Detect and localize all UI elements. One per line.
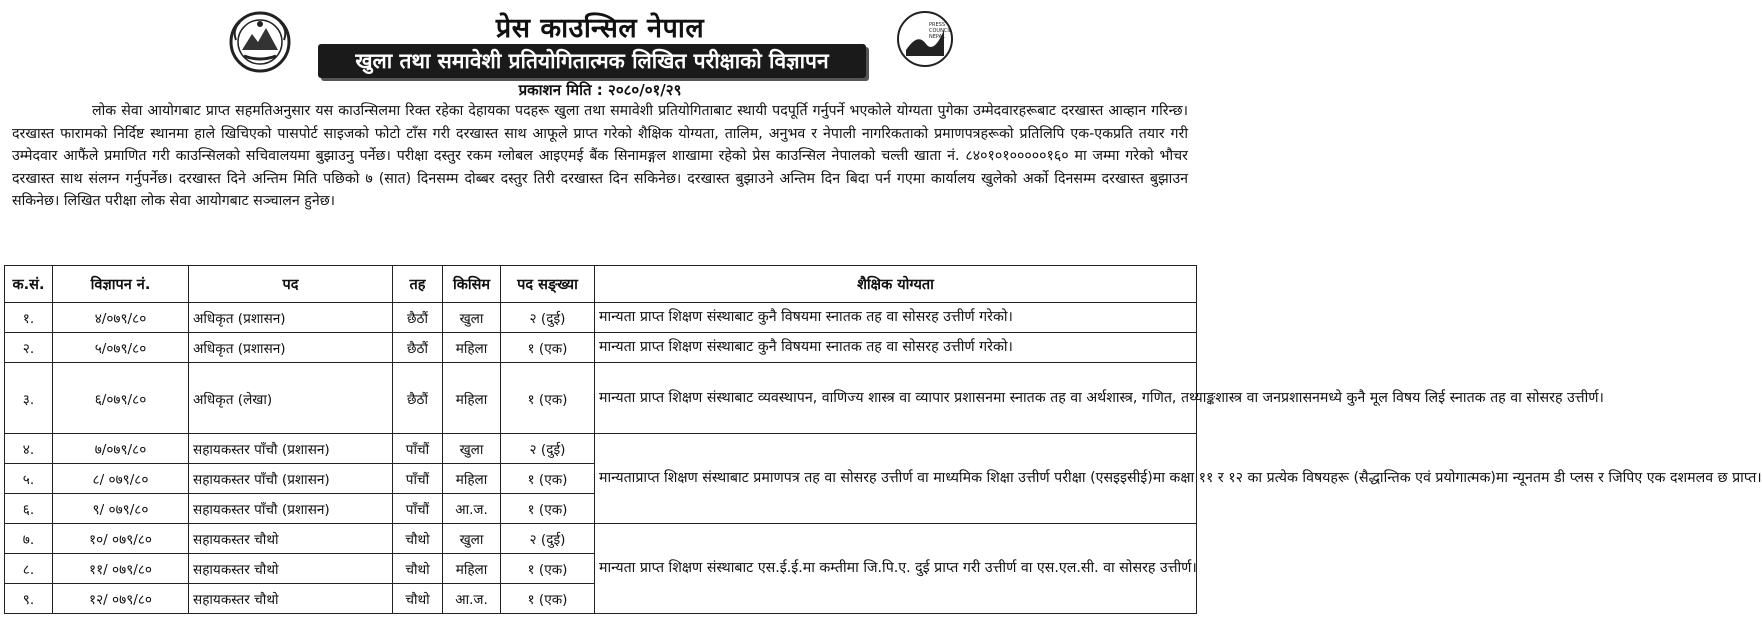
cell-sn: ३. [5, 363, 53, 434]
press-council-logo-icon [896, 10, 954, 68]
cell-qualification: मान्यता प्राप्त शिक्षण संस्थाबाट कुनै विषयमा स्नातक तह वा सोसरह उत्तीर्ण गरेको। [595, 333, 1197, 363]
cell-post: सहायकस्तर चौथो [189, 584, 393, 614]
cell-count: १ (एक) [501, 333, 595, 363]
cell-level: पाँचौं [393, 434, 443, 464]
header-sn: क.सं. [5, 266, 53, 303]
cell-post: सहायकस्तर पाँचौ (प्रशासन) [189, 494, 393, 524]
cell-type: महिला [443, 333, 501, 363]
header-qualification: शैक्षिक योग्यता [595, 266, 1197, 303]
table-row [5, 434, 1197, 464]
cell-ad-no: ५/०७९/८० [53, 333, 189, 363]
cell-type: खुला [443, 303, 501, 333]
cell-type: महिला [443, 554, 501, 584]
vacancy-table [4, 265, 1762, 614]
cell-ad-no: १०/ ०७९/८० [53, 524, 189, 554]
org-name: प्रेस काउन्सिल नेपाल [495, 13, 705, 44]
cell-ad-no: १२/ ०७९/८० [53, 584, 189, 614]
cell-count: २ (दुई) [501, 524, 595, 554]
cell-post: सहायकस्तर चौथो [189, 524, 393, 554]
cell-count: १ (एक) [501, 494, 595, 524]
header-count: पद सङ्ख्या [501, 266, 595, 303]
cell-sn: ७. [5, 524, 53, 554]
cell-level: छैठौं [393, 363, 443, 434]
logo-text-line-3: NEPAL [929, 34, 945, 40]
cell-ad-no: ८/ ०७९/८० [53, 464, 189, 494]
header-post: पद [189, 266, 393, 303]
banner-title: खुला तथा समावेशी प्रतियोगितात्मक लिखित परीक्षाको विज्ञापन [318, 44, 866, 78]
header-type: किसिम [443, 266, 501, 303]
cell-type: महिला [443, 464, 501, 494]
table-row [5, 363, 1197, 434]
cell-count: २ (दुई) [501, 303, 595, 333]
logo-text-line-2: COUNCIL [929, 28, 952, 34]
cell-qualification: मान्यता प्राप्त शिक्षण संस्थाबाट एस.ई.ई.मा कम्तीमा जि.पि.ए. दुई प्राप्त गरी उत्तीर्ण वा एस.एल.सी. वा सोसरह उत्तीर्ण। [595, 524, 1197, 614]
cell-qualification: मान्यताप्राप्त शिक्षण संस्थाबाट प्रमाणपत्र तह वा सोसरह उत्तीर्ण वा माध्यमिक शिक्षा उत्तीर्ण परीक्षा (एसइइसीई)मा कक्षा ११ र १२ का प्रत्येक विषयहरू (सैद्धान्तिक एवं प्रयोगात्मक)मा न्यूनतम डी प्लस र जिपिए एक दशमलव छ प्राप्त। [595, 434, 1197, 524]
cell-sn: १. [5, 303, 53, 333]
header-ad-no: विज्ञापन नं. [53, 266, 189, 303]
cell-qualification: मान्यता प्राप्त शिक्षण संस्थाबाट कुनै विषयमा स्नातक तह वा सोसरह उत्तीर्ण गरेको। [595, 303, 1197, 333]
cell-level: पाँचौं [393, 464, 443, 494]
cell-count: २ (दुई) [501, 434, 595, 464]
cell-ad-no: ११/ ०७९/८० [53, 554, 189, 584]
logo-text-line-1: PRESS [929, 22, 945, 28]
table-row [5, 303, 1197, 333]
header [0, 0, 1200, 98]
cell-post: अधिकृत (प्रशासन) [189, 303, 393, 333]
cell-count: १ (एक) [501, 554, 595, 584]
cell-post: अधिकृत (लेखा) [189, 363, 393, 434]
published-date: प्रकाशन मिति : २०८०/०१/२९ [518, 81, 682, 99]
cell-type: खुला [443, 434, 501, 464]
cell-ad-no: ७/०७९/८० [53, 434, 189, 464]
table-row [5, 333, 1197, 363]
cell-type: आ.ज. [443, 584, 501, 614]
cell-sn: ९. [5, 584, 53, 614]
cell-count: १ (एक) [501, 584, 595, 614]
table-row [5, 524, 1197, 554]
cell-type: महिला [443, 363, 501, 434]
cell-level: चौथो [393, 554, 443, 584]
cell-sn: ८. [5, 554, 53, 584]
cell-post: सहायकस्तर पाँचौ (प्रशासन) [189, 464, 393, 494]
cell-ad-no: ४/०७९/८० [53, 303, 189, 333]
cell-level: छैठौं [393, 303, 443, 333]
cell-sn: ६. [5, 494, 53, 524]
cell-post: सहायकस्तर चौथो [189, 554, 393, 584]
cell-level: चौथो [393, 524, 443, 554]
cell-level: छैठौं [393, 333, 443, 363]
notice-paragraph: लोक सेवा आयोगबाट प्राप्त सहमतिअनुसार यस काउन्सिलमा रिक्त रहेका देहायका पदहरू खुला तथा समावेशी प्रतियोगिताबाट स्थायी पदपूर्ति गर्नुपर्ने भएकोले योग्यता पुगेका उम्मेदवारहरूबाट दरखास्त आव्हान गरिन्छ। दरखास्त फारामको निर्दिष्ट स्थानमा हाले खिचिएको पासपोर्ट साइजको फोटो टाँस गरी दरखास्त साथ आफूले प्राप्त गरेको शैक्षिक योग्यता, तालिम, अनुभव र नेपाली नागरिकताको प्रमाणपत्रहरूको प्रतिलिपि एक-एकप्रति तयार गरी उम्मेदवार आफैंले प्रमाणित गरी काउन्सिलको सचिवालयमा बुझाउनु पर्नेछ। परीक्षा दस्तुर रकम ग्लोबल आइएमई बैंक सिनामङ्गल शाखामा रहेको प्रेस काउन्सिल नेपालको चल्ती खाता नं. ८४०१०१०००००१६० मा जम्मा गरेको भौचर दरखास्त साथ संलग्न गर्नुपर्नेछ। दरखास्त दिने अन्तिम मिति पछिको ७ (सात) दिनसम्म दोब्बर दस्तुर तिरी दरखास्त दिन सकिनेछ। दरखास्त बुझाउने अन्तिम दिन बिदा पर्न गएमा कार्यालय खुलेको अर्को दिनसम्म दरखास्त बुझाउन सकिनेछ। लिखित परीक्षा लोक सेवा आयोगबाट सञ्चालन हुनेछ। [12, 103, 1188, 209]
cell-sn: २. [5, 333, 53, 363]
table-header-row [5, 266, 1197, 303]
cell-type: आ.ज. [443, 494, 501, 524]
cell-level: पाँचौं [393, 494, 443, 524]
cell-count: १ (एक) [501, 464, 595, 494]
cell-count: १ (एक) [501, 363, 595, 434]
cell-qualification: मान्यता प्राप्त शिक्षण संस्थाबाट व्यवस्थापन, वाणिज्य शास्त्र वा व्यापार प्रशासनमा स्नातक तह वा अर्थशास्त्र, गणित, तथ्याङ्कशास्त्र वा जनप्रशासनमध्ये कुनै मूल विषय लिई स्नातक तह वा सोसरह उत्तीर्ण। [595, 363, 1197, 434]
cell-post: सहायकस्तर पाँचौ (प्रशासन) [189, 434, 393, 464]
cell-sn: ५. [5, 464, 53, 494]
header-level: तह [393, 266, 443, 303]
cell-level: चौथो [393, 584, 443, 614]
cell-ad-no: ९/ ०७९/८० [53, 494, 189, 524]
cell-post: अधिकृत (प्रशासन) [189, 333, 393, 363]
cell-type: खुला [443, 524, 501, 554]
cell-ad-no: ६/०७९/८० [53, 363, 189, 434]
cell-sn: ४. [5, 434, 53, 464]
